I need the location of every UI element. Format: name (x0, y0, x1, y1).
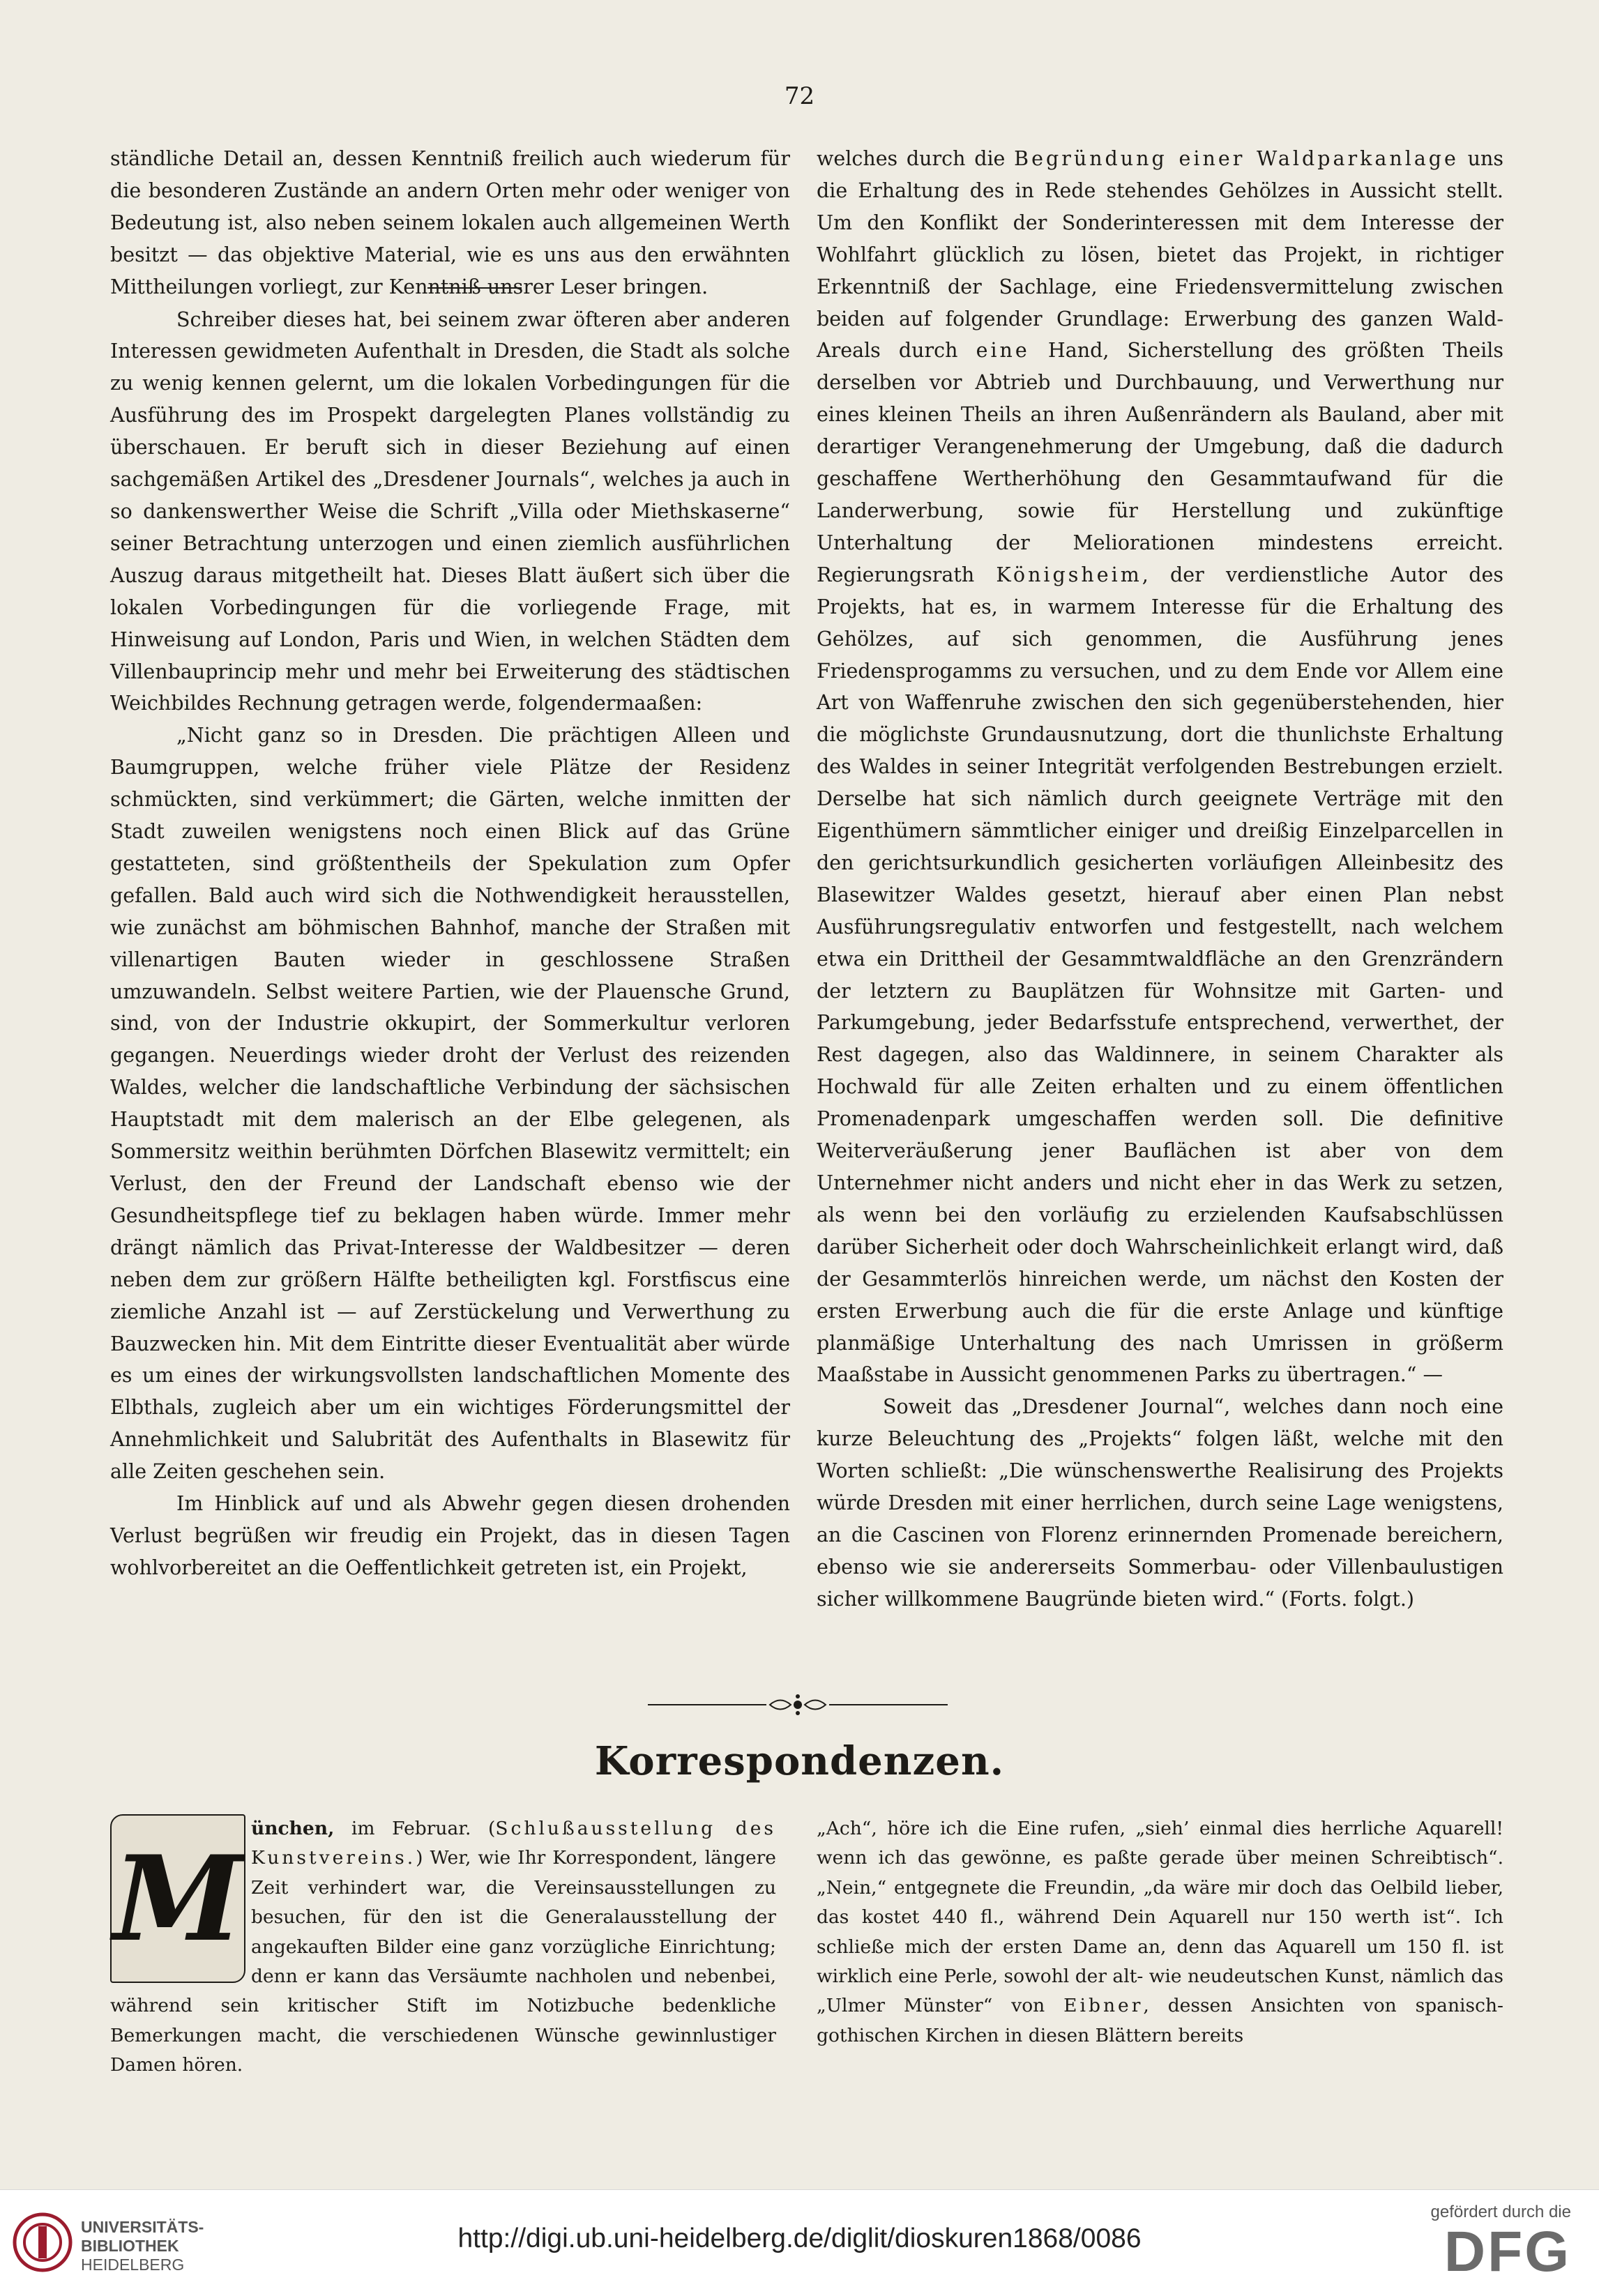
spaced-emphasis: Schlußausstellung des Kunstvereins. (251, 1818, 777, 1869)
correspondence-right-column (817, 1814, 1503, 2051)
correspondence-paragraph-continued (817, 1814, 1503, 2051)
left-paragraph-3: „Nicht ganz so in Dresden. Die prächtigen Alleen und Baumgruppen, welche früher viele Plätze der Residenz schmückten, sind verkümmert; die Gärten, welche inmitten der Stadt zuweilen wenigstens noch einen Blick auf das Grüne gestatteten, sind größtentheils der Spekulation zum Opfer gefallen. Bald auch wird sich die Nothwendigkeit herausstellen, wie zunächst am böhmischen Bahnhof, manche der Straßen mit villenartigen Bauten wieder in geschlossene Straßen umzuwandeln. Selbst weitere Partien, wie der Plauensche Grund, sind, von der Industrie okkupirt, der Sommerkultur verloren gegangen. Neuerdings wieder droht der Verlust des reizenden Waldes, welcher die landschaftliche Verbindung der sächsischen Hauptstadt mit dem malerisch an der Elbe gelegenen, als Sommersitz weithin berühmten Dörfchen Blasewitz vermittelt; ein Verlust, den der Freund der Landschaft ebenso wie der Gesundheitspflege tief zu beklagen haben würde. Immer mehr drängt nämlich das Privat-Interesse der Waldbesitzer — deren neben dem zur größern Hälfte betheiligten kgl. Forstfiscus eine ziemliche Anzahl ist — auf Zerstückelung und Verwerthung zu Bauzwecken hin. Mit dem Eintritte dieser Eventualität aber würde es um eines der wirkungsvollsten landschaftlichen Momente des Elbthals, zugleich aber um ein wichtiges Förderungsmittel der Annehmlichkeit und Salubrität des Aufenthalts in Blasewitz für alle Zeiten geschehen sein. (110, 724, 790, 1484)
right-paragraph-2: Soweit das „Dresdener Journal“, welches dann noch eine kurze Beleuchtung des „Projekts“ folgen läßt, welche mit den Worten schließt: „Die wünschenswerthe Realisirung des Projekts würde Dresden mit einer herrlichen, durch seine Lage wenigstens, an die Cascinen von Florenz erinnernden Promenade bereichern, ebenso wie sie andererseits Sommerbau- oder Villenbaulustigen sicher willkommene Baugründe bieten wird.“ (Forts. folgt.) (817, 1395, 1503, 1611)
corr-text-a: im Februar. ( (334, 1818, 496, 1839)
corr-right-text-a: „Ach“, höre ich die Eine rufen, „sieh’ einmal dies herrliche Aquarell! wenn ich das gewönne, es paßte gerade über meinen Schreibtisch“. „Nein,“ entgegnete die Freundin, „da wäre mir doch das Oelbild lieber, das kostet 440 fl., während Dein Aquarell nur 150 werth ist“. Ich schließe mich der ersten Dame an, denn das Aquarell um 150 fl. ist wirklich eine Perle, sowohl der alt- wie neudeutschen Kunst, nämlich das „Ulmer Münster“ von (817, 1818, 1503, 2017)
right-p1-text-a: welches durch die (817, 147, 1015, 170)
right-text-column (817, 143, 1503, 1615)
right-p1-text-d: , der verdienstliche Autor des Projekts, hat es, in warmem Interesse für die Erhaltung des Gehölzes, auf sich genommen, die Ausführung jenes Friedensprogamms zu versuchen, und zu dem Ende vor Allem eine Art von Waffenruhe zwischen den sich gegenüberstehenden, hier die möglichste Grundausnutzung, dort die thunlichste Erhaltung des Waldes in seiner Integrität verfolgenden Bestrebungen erzielt. Derselbe hat sich nämlich durch geeignete Verträge mit den Eigenthümern sämmtlicher einiger und dreißig Einzelparcellen in den gerichtsurkundlich gesicherten vorläufigen Alleinbesitz des Blasewitzer Waldes gesetzt, hierauf aber einen Plan nebst Ausführungsregulativ entworfen und festgestellt, nach welchem etwa ein Drittheil der Gesammtwaldfläche an den Grenzrändern der letztern zu Bauplätzen für Wohnsitze mit Garten- und Parkumgebung, jeder Bedarfsstufe entsprechend, verwerthet, der Rest dagegen, also das Waldinnere, in seinem Charakter als Hochwald für alle Zeiten erhalten und zu einem öffentlichen Promenadenpark umgeschaffen werden soll. Die definitive Weiterveräußerung jener Bauflächen ist aber von dem Unternehmer nicht anders und nicht eher in das Werk zu setzen, als wenn bei den vorläufig zu erzielenden Kaufsabschlüssen darüber Sicherheit oder doch Wahrscheinlichkeit erlangt wird, daß der Gesammterlös hinreichen werde, um nächst den Kosten der ersten Erwerbung auch die für die erste Anlage und künftige planmäßige Unterhaltung des nach Umrissen in größerm Maaßstabe in Aussicht genommenen Parks zu übertragen.“ — (817, 563, 1503, 1387)
left-paragraph-1: ständliche Detail an, dessen Kenntniß freilich auch wiederum für die besonderen Zustände an andern Orten mehr oder weniger von Bedeutung ist, also neben seinem lokalen auch allgemeinen Werth besitzt — das objektive Material, wie es uns aus den erwähnten Mittheilungen vorliegt, zur Kenntniß unsrer Leser bringen. (110, 147, 790, 298)
library-name-line-1: UNIVERSITÄTS- (81, 2218, 204, 2236)
right-p1-text-b: uns die Erhaltung des in Rede stehendes Gehölzes in Aussicht stellt. Um den Konflikt der Sonderinteressen mit dem Interesse der Wohlfahrt glücklich zu lösen, bietet das Projekt, in richtiger Erkenntniß der Sachlage, eine Friedensvermittelung zwischen beiden auf folgender Grundlage: Erwerbung des ganzen Wald-Areals durch (817, 147, 1503, 363)
dfg-wordmark: DFG (1443, 2220, 1571, 2283)
corr-right-text-b: , dessen Ansichten von spanisch-gothischen Kirchen in diesen Blättern bereits (817, 1995, 1503, 2046)
funder-logo[interactable] (1390, 2203, 1571, 2286)
section-heading: Korrespondenzen. (594, 1738, 1005, 1784)
ornamental-initial: M (110, 1814, 245, 1983)
right-p1-text-c: Hand, Sicherstellung des größten Theils derselben vor Abtrieb und Durchbauung, und Verwerthung nur eines kleinen Theils an ihren Außenrändern als Bauland, aber mit derartiger Verangenehmerung der Umgebung, daß die dadurch geschaffene Wertherhöhung den Gesammtaufwand für die Landerwerbung, sowie für Herstellung und zukünftige Unterhaltung der Meliorationen mindestens erreicht. Regierungsrath (817, 339, 1503, 586)
left-text-column (110, 143, 790, 1584)
artist-name-spaced: Eibner (1063, 1995, 1144, 2017)
left-paragraph-2: Schreiber dieses hat, bei seinem zwar öfteren aber anderen Interessen gewidmeten Aufenthalt in Dresden, die Stadt als solche zu wenig kennen gelernt, um die lokalen Vorbedingungen für die Ausführung des im Prospekt dargelegten Planes vollständig zu überschauen. Er beruft sich in dieser Beziehung auf einen sachgemäßen Artikel des „Dresdener Journals“, welches ja auch in so dankenswerther Weise die Schrift „Villa oder Miethskaserne“ seiner Betrachtung unterzogen und einen ziemlich ausführlichen Auszug daraus mitgetheilt hat. Dieses Blatt äußert sich über die lokalen Vorbedingungen für die vorliegende Frage, mit Hinweisung auf London, Paris und Wien, in welchen Städten dem Villenbauprincip mehr und mehr bei Erweiterung des städtischen Weichbildes Rechnung getragen werde, folgendermaaßen: (110, 307, 790, 715)
library-name-line-3: HEIDELBERG (81, 2256, 185, 2274)
author-name-spaced: Königsheim (996, 563, 1142, 586)
dateline-place: ünchen, (251, 1818, 335, 1839)
spaced-emphasis: eine (976, 339, 1030, 363)
right-paragraph-1 (817, 143, 1503, 1391)
page-number: 72 (784, 82, 815, 110)
permalink[interactable]: http://digi.ub.uni-heidelberg.de/diglit/dioskuren1868/0086 (457, 2223, 1142, 2253)
left-paragraph-4: Im Hinblick auf und als Abwehr gegen diesen drohenden Verlust begrüßen wir freudig ein Projekt, das in diesen Tagen wohlvorbereitet an die Oeffentlichkeit getreten ist, ein Projekt, (110, 1492, 790, 1579)
corr-text-b: ) Wer, wie Ihr Korrespondent, längere Zeit verhindert war, die Vereinsausstellungen zu besuchen, für den ist die Generalausstellung der angekauften Bilder eine ganz vorzügliche Einrichtung; denn er kann das Versäumte nachholen und nebenbei, während sein kritischer Stift im Notizbuche bedenkliche Bemerkungen macht, die verschiedenen Wünsche gewinnlustiger Damen hören. (110, 1847, 776, 2076)
library-name-line-2: BIBLIOTHEK (81, 2237, 179, 2255)
digitization-footer (0, 2189, 1599, 2296)
funded-by-label: gefördert durch die (1430, 2203, 1571, 2221)
spaced-emphasis: Begründung einer Waldparkanlage (1014, 147, 1459, 170)
ornament-divider (648, 1693, 948, 1717)
correspondence-left-column (110, 1814, 776, 2081)
